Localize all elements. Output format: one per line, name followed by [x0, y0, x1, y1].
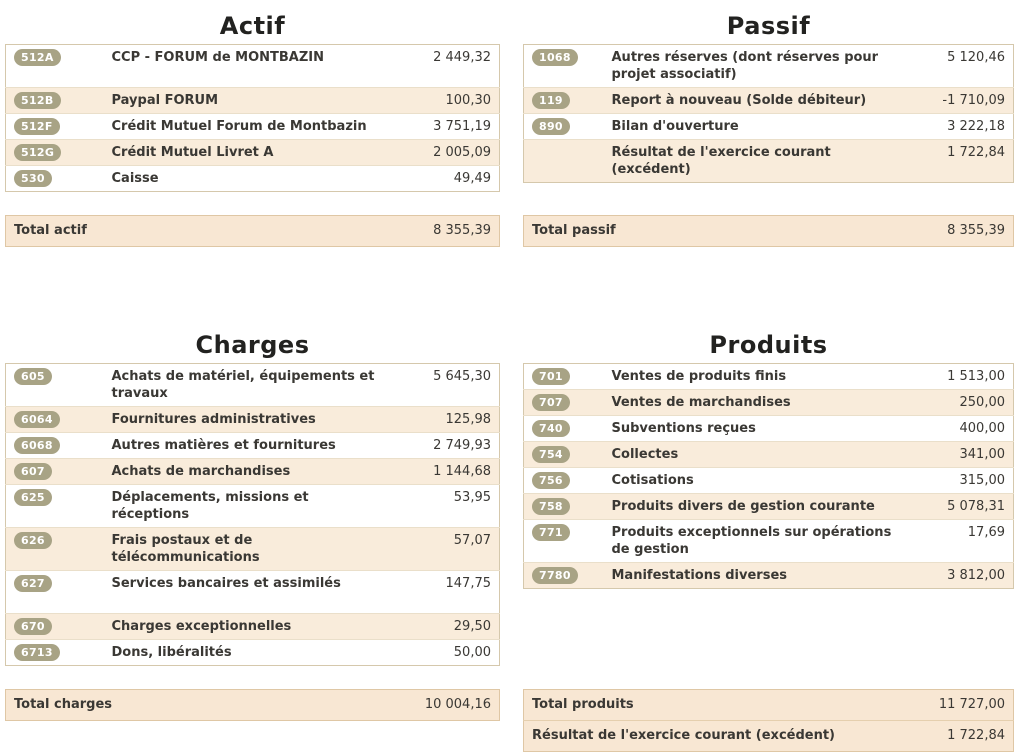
account-label: Autres matières et fournitures	[104, 433, 390, 459]
total-label: Total charges	[14, 697, 113, 712]
account-label: Autres réserves (dont réserves pour projet associatif)	[611, 50, 879, 82]
account-label: Cotisations	[604, 468, 904, 494]
total-amount: 11 727,00	[938, 697, 1005, 712]
table-row	[6, 166, 500, 192]
account-label: Bilan d'ouverture	[604, 114, 904, 140]
account-amount: 57,07	[390, 528, 500, 571]
top-tables-row	[5, 8, 1019, 192]
table-row	[524, 442, 1014, 468]
account-label: Ventes de produits finis	[611, 369, 787, 384]
account-amount: 2 749,93	[390, 433, 500, 459]
total-label: Résultat de l'exercice courant (excédent)	[524, 721, 913, 752]
account-code-badge[interactable]: 1068	[532, 49, 578, 66]
account-amount: 3 812,00	[904, 563, 1014, 589]
account-amount: 315,00	[904, 468, 1014, 494]
total-actif-table	[5, 215, 500, 247]
table-actif	[5, 44, 500, 192]
account-amount: 2 449,32	[433, 50, 491, 65]
table-row	[524, 468, 1014, 494]
table-row	[6, 364, 500, 407]
total-row-resultat	[524, 721, 1014, 752]
account-amount: 250,00	[904, 390, 1014, 416]
account-code-badge[interactable]: 119	[532, 92, 570, 109]
panel-title-passif: Passif	[726, 12, 811, 40]
account-code-badge[interactable]: 758	[532, 498, 570, 515]
account-amount: 5 120,46	[947, 50, 1005, 65]
account-code-badge[interactable]: 512A	[14, 49, 61, 66]
account-code-badge[interactable]: 707	[532, 394, 570, 411]
panel-title-charges: Charges	[195, 331, 310, 359]
total-row	[524, 690, 1014, 721]
table-row	[524, 390, 1014, 416]
total-passif-table	[523, 215, 1014, 247]
account-label: Achats de marchandises	[104, 459, 390, 485]
account-amount: 3 222,18	[904, 114, 1014, 140]
account-amount: 17,69	[904, 520, 1014, 563]
account-label: CCP - FORUM de MONTBAZIN	[111, 50, 325, 65]
panel-passif	[523, 8, 1014, 183]
table-row	[6, 614, 500, 640]
account-amount: 147,75	[390, 571, 500, 614]
account-code-badge[interactable]: 6068	[14, 437, 60, 454]
bottom-totals-row	[5, 689, 1019, 752]
account-label: Frais postaux et de télécommunications	[104, 528, 390, 571]
panel-actif	[5, 8, 500, 192]
panel-title-produits: Produits	[709, 331, 828, 359]
table-row	[524, 494, 1014, 520]
account-amount: 1 513,00	[947, 369, 1005, 384]
top-totals-row	[5, 215, 1019, 247]
total-amount: 8 355,39	[433, 223, 491, 238]
account-code-badge[interactable]: 701	[532, 368, 570, 385]
account-code-badge[interactable]: 670	[14, 618, 52, 635]
table-charges	[5, 363, 500, 666]
account-code-badge[interactable]: 7780	[532, 567, 578, 584]
table-row	[524, 563, 1014, 589]
panel-produits	[523, 327, 1014, 589]
total-charges-table	[5, 689, 500, 721]
account-amount: -1 710,09	[904, 88, 1014, 114]
table-row	[524, 140, 1014, 183]
total-amount: 1 722,84	[913, 721, 1014, 752]
account-code-badge[interactable]: 6064	[14, 411, 60, 428]
table-row	[524, 45, 1014, 88]
account-code-badge[interactable]: 512B	[14, 92, 61, 109]
account-label: Ventes de marchandises	[604, 390, 904, 416]
account-amount: 341,00	[904, 442, 1014, 468]
account-amount: 2 005,09	[390, 140, 500, 166]
table-row	[6, 485, 500, 528]
account-code-badge[interactable]: 754	[532, 446, 570, 463]
account-label: Produits exceptionnels sur opérations de gestion	[604, 520, 904, 563]
total-amount: 8 355,39	[947, 223, 1005, 238]
account-amount: 49,49	[390, 166, 500, 192]
total-row	[6, 690, 500, 721]
account-label: Fournitures administratives	[104, 407, 390, 433]
table-row	[6, 140, 500, 166]
table-row	[6, 640, 500, 666]
account-code-badge[interactable]: 626	[14, 532, 52, 549]
table-row	[524, 416, 1014, 442]
table-row	[524, 88, 1014, 114]
table-row	[6, 433, 500, 459]
account-code-badge[interactable]: 6713	[14, 644, 60, 661]
table-row	[6, 459, 500, 485]
total-row	[6, 216, 500, 247]
account-label: Subventions reçues	[604, 416, 904, 442]
account-label: Produits divers de gestion courante	[604, 494, 904, 520]
table-row	[524, 364, 1014, 390]
account-code-badge[interactable]: 627	[14, 575, 52, 592]
account-code-badge[interactable]: 890	[532, 118, 570, 135]
account-label: Dons, libéralités	[104, 640, 390, 666]
panel-charges	[5, 327, 500, 666]
table-row	[6, 407, 500, 433]
account-amount: 5 645,30	[433, 369, 491, 384]
account-amount: 53,95	[390, 485, 500, 528]
account-label: Caisse	[104, 166, 390, 192]
account-label: Collectes	[604, 442, 904, 468]
account-code-badge[interactable]: 530	[14, 170, 52, 187]
table-passif	[523, 44, 1014, 183]
table-row	[6, 528, 500, 571]
account-amount: 3 751,19	[390, 114, 500, 140]
account-code-badge[interactable]: 771	[532, 524, 570, 541]
total-label: Total actif	[14, 223, 87, 238]
total-row	[524, 216, 1014, 247]
table-row	[6, 45, 500, 88]
account-amount: 400,00	[904, 416, 1014, 442]
account-code-badge[interactable]: 756	[532, 472, 570, 489]
table-row	[6, 88, 500, 114]
total-label: Total passif	[532, 223, 616, 238]
account-label: Crédit Mutuel Livret A	[104, 140, 390, 166]
account-amount: 125,98	[390, 407, 500, 433]
account-amount: 1 722,84	[904, 140, 1014, 183]
total-label: Total produits	[532, 697, 634, 712]
account-amount: 1 144,68	[390, 459, 500, 485]
table-produits	[523, 363, 1014, 589]
total-amount: 10 004,16	[424, 697, 491, 712]
account-label: Services bancaires et assimilés	[104, 571, 390, 614]
account-code-badge[interactable]: 607	[14, 463, 52, 480]
account-code-badge[interactable]: 625	[14, 489, 52, 506]
account-code-badge[interactable]: 740	[532, 420, 570, 437]
account-label: Crédit Mutuel Forum de Montbazin	[104, 114, 390, 140]
account-label: Manifestations diverses	[604, 563, 904, 589]
account-label: Charges exceptionnelles	[104, 614, 390, 640]
account-code-badge[interactable]: 512F	[14, 118, 60, 135]
account-label: Paypal FORUM	[104, 88, 390, 114]
table-row	[524, 520, 1014, 563]
panel-title-actif: Actif	[219, 12, 286, 40]
account-code-badge[interactable]: 512G	[14, 144, 61, 161]
account-amount: 29,50	[390, 614, 500, 640]
table-row	[6, 114, 500, 140]
table-row	[6, 571, 500, 614]
bottom-tables-row	[5, 327, 1019, 666]
account-label: Achats de matériel, équipements et travaux	[111, 369, 375, 401]
account-amount: 100,30	[390, 88, 500, 114]
total-produits-table	[523, 689, 1014, 752]
table-row	[524, 114, 1014, 140]
account-code-badge[interactable]: 605	[14, 368, 52, 385]
account-label: Report à nouveau (Solde débiteur)	[604, 88, 904, 114]
account-label: Déplacements, missions et réceptions	[104, 485, 390, 528]
account-label: Résultat de l'exercice courant (excédent)	[604, 140, 904, 183]
account-amount: 5 078,31	[904, 494, 1014, 520]
account-amount: 50,00	[390, 640, 500, 666]
